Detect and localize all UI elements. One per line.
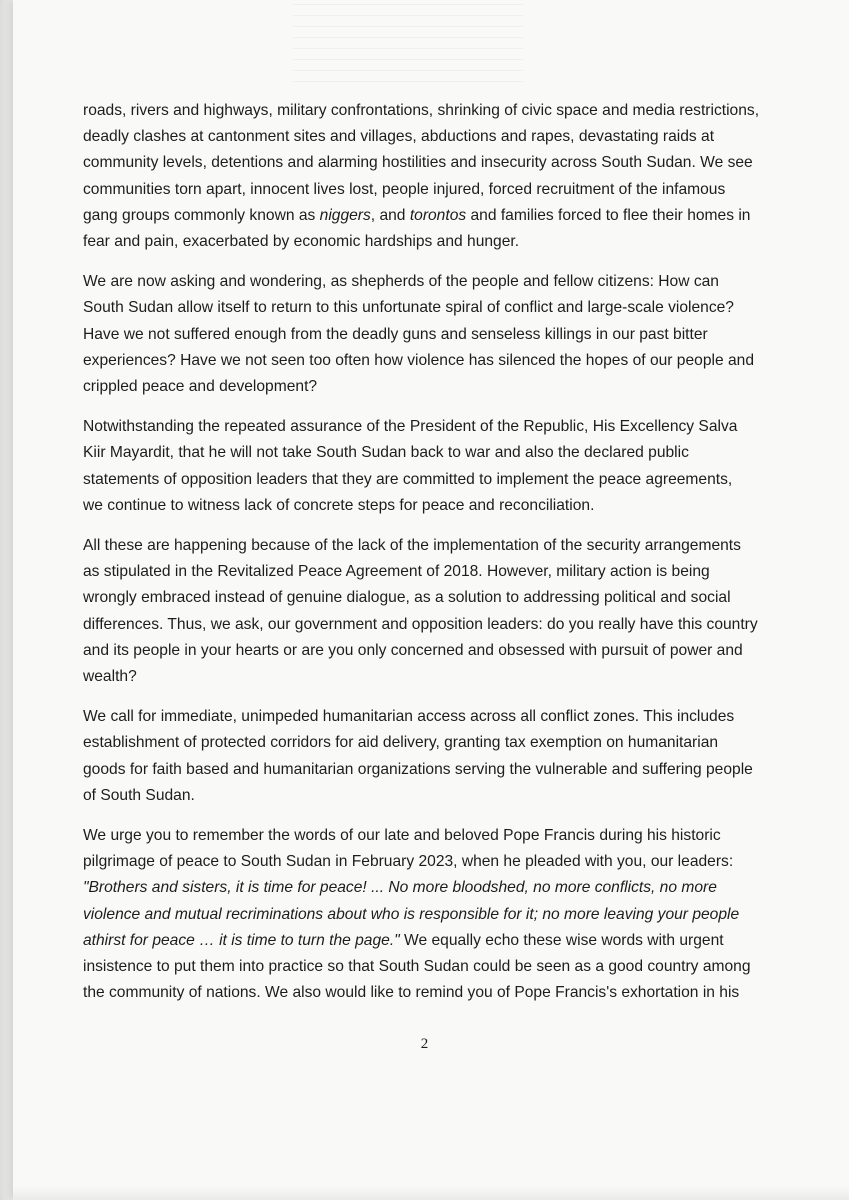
italic-text: torontos (409, 206, 467, 224)
paragraph-text: We urge you to remember the words of our late and beloved Pope Francis during his historic pilgrimage of peace to South Sudan in February 2023, when he pleaded with you, our leaders: (83, 827, 734, 871)
italic-text: "Brothers and sisters, it is time for peace! ... No more bloodshed, no more conflicts, no more violence and mutual recriminations about who is responsible for it; no more leaving your people athirst for peace … it is time to turn the page." (83, 879, 740, 949)
paragraph (83, 98, 769, 255)
paragraph (83, 823, 769, 1006)
paragraph (83, 704, 769, 809)
paragraph-text: , and (370, 206, 410, 224)
paragraph (83, 533, 769, 690)
paragraph-text: and families forced to flee their homes in fear and pain, exacerbated by economic hardships and hunger. (83, 206, 751, 251)
page-bottom-shadow (13, 1186, 849, 1200)
paragraph (83, 414, 769, 519)
paragraph-text: We are now asking and wondering, as shepherds of the people and fellow citizens: How can South Sudan allow itself to return to this unfortunate spiral of conflict and large-scale violence? Have we not suffered enough from the deadly guns and senseless killings in our past bitter experiences? Have we not seen too often how violence has silenced the hopes of our people and crippled peace and development? (83, 273, 754, 396)
page-left-edge (0, 0, 13, 1200)
paragraph-text: We equally echo these wise words with urgent insistence to put them into practice so that South Sudan could be seen as a good country among the community of nations. We also would like to remind you of Pope Francis's exhortation in his (83, 931, 751, 1002)
bleed-through-text (293, 4, 523, 84)
page-number: 2 (420, 1036, 429, 1052)
paragraph-text: All these are happening because of the lack of the implementation of the security arrangements as stipulated in the Revitalized Peace Agreement of 2018. However, military action is being wrongly embraced instead of genuine dialogue, as a solution to addressing political and social differences. Thus, we ask, our government and opposition leaders: do you really have this country and its people in your hearts or are you only concerned and obsessed with pursuit of power and wealth? (83, 537, 758, 686)
paragraph-text: We call for immediate, unimpeded humanitarian access across all conflict zones. This includes establishment of protected corridors for aid delivery, granting tax exemption on humanitarian goods for faith based and humanitarian organizations serving the vulnerable and suffering people of South Sudan. (83, 708, 753, 804)
paragraph (83, 269, 769, 400)
document-body (83, 98, 769, 1021)
paragraph-text: roads, rivers and highways, military confrontations, shrinking of civic space and media restrictions, deadly clashes at cantonment sites and villages, abductions and rapes, devastating raids at community levels, detentions and alarming hostilities and insecurity across South Sudan. We see communities torn apart, innocent lives lost, people injured, forced recruitment of the infamous gang groups commonly known as (83, 102, 760, 224)
italic-text: niggers (319, 206, 371, 224)
paragraph-text: Notwithstanding the repeated assurance of the President of the Republic, His Excellency Salva Kiir Mayardit, that he will not take South Sudan back to war and also the declared public statements of opposition leaders that they are committed to implement the peace agreements, we continue to witness lack of concrete steps for peace and reconciliation. (83, 418, 738, 514)
